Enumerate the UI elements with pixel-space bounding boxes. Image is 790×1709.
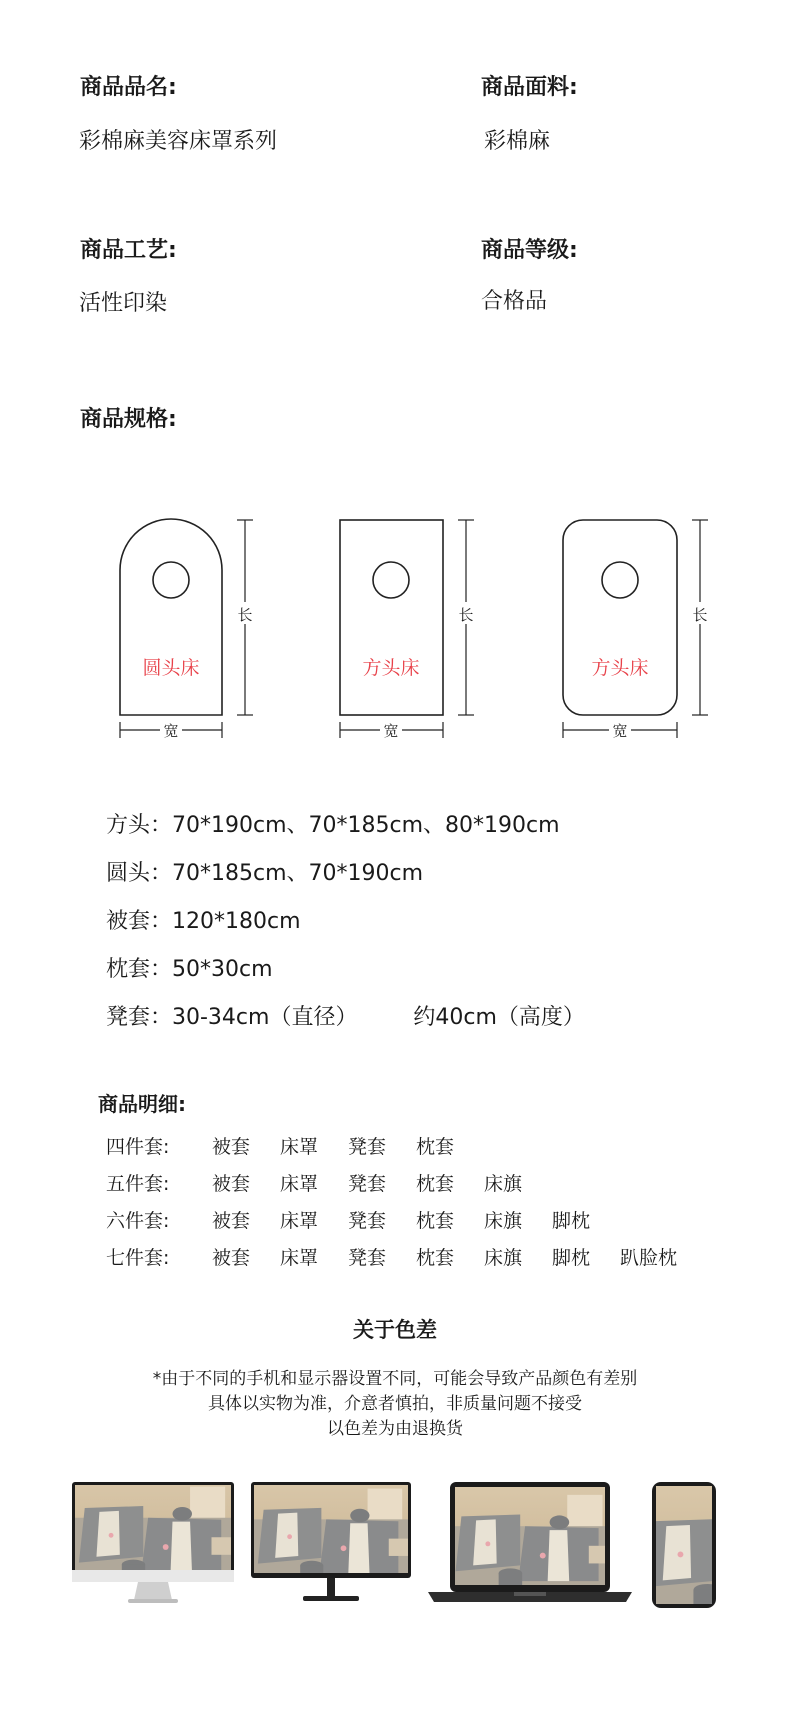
item-label: 枕套	[416, 1210, 455, 1232]
product-name-value: 彩棉麻美容床罩系列	[79, 129, 278, 154]
item-label: 被套	[212, 1136, 251, 1158]
grade-value: 合格品	[481, 289, 548, 314]
item-label: 凳套	[348, 1173, 387, 1195]
item-label: 床罩	[280, 1173, 319, 1195]
rounded-square-bed-label: 方头床	[591, 657, 649, 679]
set-label: 四件套:	[106, 1136, 170, 1158]
item-label: 床罩	[280, 1136, 319, 1158]
item-label: 床罩	[280, 1247, 319, 1269]
rounded-square-bed-outline	[563, 520, 677, 715]
face-hole-circle	[373, 562, 409, 598]
display-monitor-icon	[251, 1482, 411, 1610]
item-label: 凳套	[348, 1210, 387, 1232]
color-notice-title: 关于色差	[353, 1318, 437, 1342]
round-head-bed-label: 圆头床	[142, 657, 200, 679]
length-label: 长	[237, 606, 253, 624]
item-label: 凳套	[348, 1247, 387, 1269]
item-label: 床旗	[484, 1210, 523, 1232]
laptop-icon	[428, 1482, 632, 1610]
item-label: 枕套	[416, 1173, 455, 1195]
size-pillowcase: 枕套：50*30cm	[106, 957, 273, 982]
item-label: 凳套	[348, 1136, 387, 1158]
width-label: 宽	[612, 722, 628, 740]
face-hole-circle	[602, 562, 638, 598]
bed-shape-diagram	[0, 500, 790, 760]
spec-heading: 商品规格:	[80, 407, 177, 432]
detail-heading: 商品明细:	[98, 1092, 186, 1116]
fabric-value: 彩棉麻	[484, 129, 551, 154]
item-label: 被套	[212, 1247, 251, 1269]
size-round-head: 圆头：70*185cm、70*190cm	[106, 861, 424, 886]
size-stool-cover: 凳套：30-34cm（直径） 约40cm（高度）	[106, 1005, 585, 1030]
fabric-label: 商品面料:	[481, 75, 578, 100]
size-square-head: 方头：70*190cm、70*185cm、80*190cm	[106, 813, 560, 838]
craft-label: 商品工艺:	[80, 238, 177, 263]
set-label: 六件套:	[106, 1210, 170, 1232]
square-head-bed-outline	[340, 520, 443, 715]
grade-label: 商品等级:	[481, 238, 578, 263]
round-head-bed-outline	[120, 519, 222, 715]
item-label: 被套	[212, 1210, 251, 1232]
item-label: 趴脸枕	[620, 1247, 678, 1269]
color-notice-line: *由于不同的手机和显示器设置不同，可能会导致产品颜色有差别	[152, 1369, 638, 1389]
size-duvet-cover: 被套：120*180cm	[106, 909, 301, 934]
item-label: 枕套	[416, 1247, 455, 1269]
item-label: 枕套	[416, 1136, 455, 1158]
smartphone-icon	[652, 1482, 716, 1608]
item-label: 被套	[212, 1173, 251, 1195]
set-label: 五件套:	[106, 1173, 170, 1195]
item-label: 床旗	[484, 1173, 523, 1195]
width-label: 宽	[163, 722, 179, 740]
square-head-bed-label: 方头床	[362, 657, 420, 679]
color-notice-line: 以色差为由退换货	[327, 1419, 463, 1439]
set-label: 七件套:	[106, 1247, 170, 1269]
width-label: 宽	[383, 722, 399, 740]
face-hole-circle	[153, 562, 189, 598]
craft-value: 活性印染	[79, 291, 168, 316]
product-name-label: 商品品名:	[80, 75, 177, 100]
item-label: 床罩	[280, 1210, 319, 1232]
length-label: 长	[458, 606, 474, 624]
length-label: 长	[692, 606, 708, 624]
color-notice-line: 具体以实物为准，介意者慎拍，非质量问题不接受	[208, 1394, 582, 1414]
item-label: 床旗	[484, 1247, 523, 1269]
desktop-monitor-icon	[72, 1482, 234, 1610]
item-label: 脚枕	[552, 1210, 591, 1232]
item-label: 脚枕	[552, 1247, 591, 1269]
